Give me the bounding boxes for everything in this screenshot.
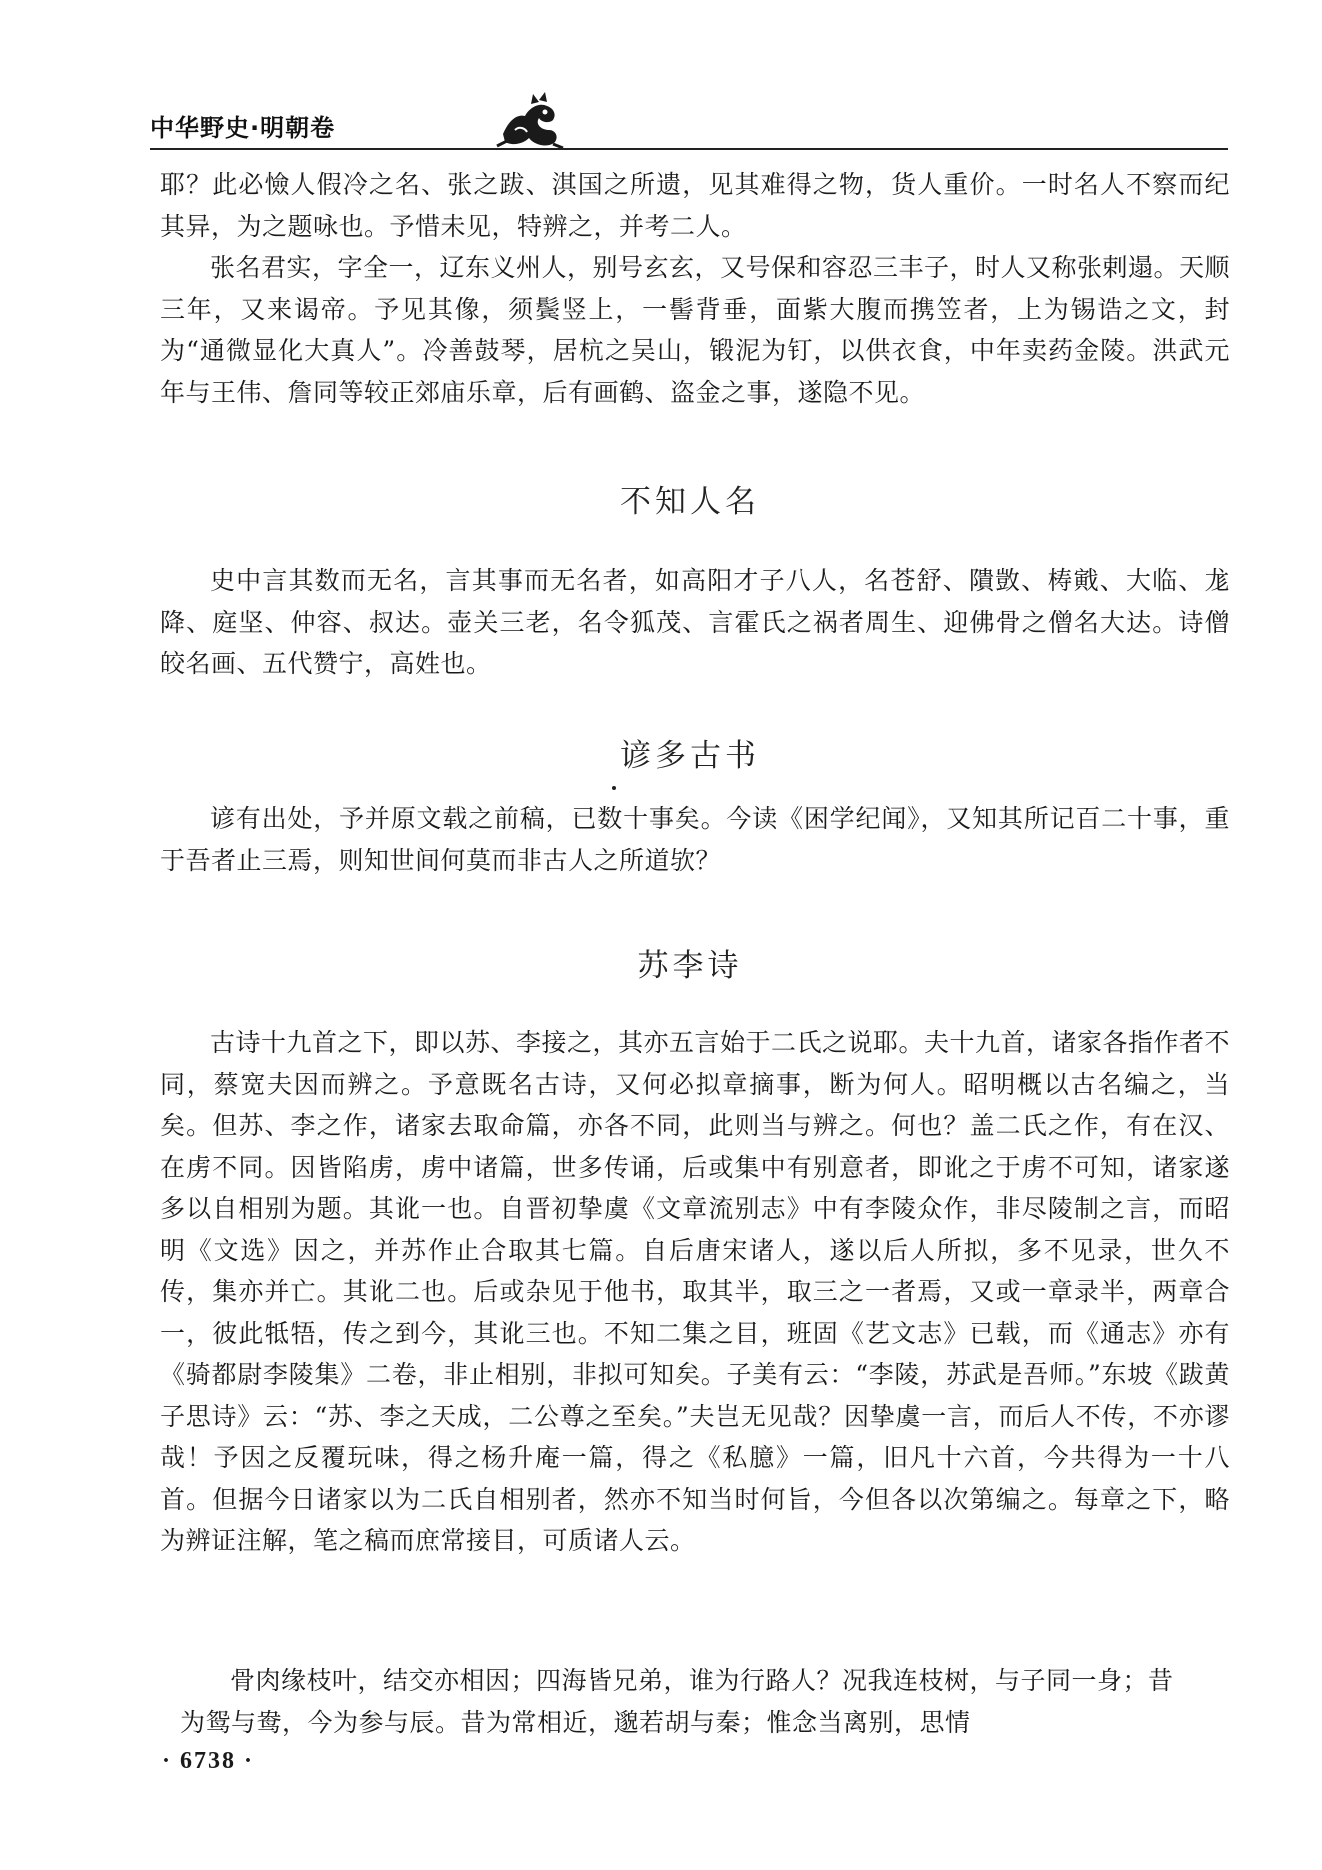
header-rule — [150, 148, 1228, 150]
intro-text — [160, 164, 1230, 413]
section-heading: 苏李诗 — [637, 948, 743, 984]
poem-block — [180, 1660, 1190, 1743]
poem-text: 骨肉缘枝叶，结交亦相因；四海皆兄弟，谁为行路人？况我连枝树，与子同一身；昔为鸳与鸯，今为参与辰。昔为常相近，邈若胡与秦；惟念当离别，思情 — [180, 1666, 1174, 1737]
running-header — [150, 90, 1230, 160]
dragon-emblem-icon — [495, 90, 565, 152]
section-body — [160, 560, 1230, 685]
section-heading: 谚多古书 — [620, 738, 760, 774]
book-title: 中华野史·明朝卷 — [150, 114, 336, 142]
paragraph: 张名君实，字全一，辽东义州人，别号玄玄，又号保和容忍三丰子，时人又称张剌遢。天顺三年，又来谒帝。予见其像，须鬓竖上，一髻背垂，面紫大腹而携笠者，上为锡诰之文，封为“通微显化大真人”。冷善鼓琴，居杭之吴山，锻泥为钉，以供衣食，中年卖药金陵。洪武元年与王伟、詹同等较正郊庙乐章，后有画鹤、盗金之事，遂隐不见。 — [160, 253, 1231, 407]
section-body — [160, 798, 1230, 881]
section-body — [160, 1022, 1230, 1562]
page-number: · 6738 · — [162, 1748, 255, 1774]
section-heading: 不知人名 — [620, 484, 760, 520]
paragraph: 史中言其数而无名，言其事而无名者，如高阳才子八人，名苍舒、隤敳、梼戭、大临、尨降、庭坚、仲容、叔达。壶关三老，名令狐茂、言霍氏之祸者周生、迎佛骨之僧名大达。诗僧皎名画、五代赞宁，高姓也。 — [160, 566, 1230, 678]
paragraph: 耶？此必憸人假冷之名、张之跋、淇国之所遗，见其难得之物，货人重价。一时名人不察而纪其异，为之题咏也。予惜未见，特辨之，并考二人。 — [160, 170, 1230, 241]
separator-dot — [612, 786, 616, 790]
paragraph: 谚有出处，予并原文载之前稿，已数十事矣。今读《困学纪闻》，又知其所记百二十事，重于吾者止三焉，则知世间何莫而非古人之所道欤？ — [160, 804, 1230, 875]
paragraph: 古诗十九首之下，即以苏、李接之，其亦五言始于二氏之说耶。夫十九首，诸家各指作者不同，蔡宽夫因而辨之。予意既名古诗，又何必拟章摘事，断为何人。昭明概以古名编之，当矣。但苏、李之作，诸家去取命篇，亦各不同，此则当与辨之。何也？盖二氏之作，有在汉、在虏不同。因皆陷虏，虏中诸篇，世多传诵，后或集中有别意者，即讹之于虏不可知，诸家遂多以自相别为题。其讹一也。自晋初挚虞《文章流别志》中有李陵众作，非尽陵制之言，而昭明《文选》因之，并苏作止合取其七篇。自后唐宋诸人，遂以后人所拟，多不见录，世久不传，集亦并亡。其讹二也。后或杂见于他书，取其半，取三之一者焉，又或一章录半，两章合一，彼此牴牾，传之到今，其讹三也。不知二集之目，班固《艺文志》已载，而《通志》亦有《骑都尉李陵集》二卷，非止相别，非拟可知矣。子美有云：“李陵，苏武是吾师。”东坡《跋黄子思诗》云：“苏、李之天成，二公尊之至矣。”夫岂无见哉？因挚虞一言，而后人不传，不亦谬哉！予因之反覆玩味，得之杨升庵一篇，得之《私臆》一篇，旧凡十六首，今共得为一十八首。但据今日诸家以为二氏自相别者，然亦不知当时何旨，今但各以次第编之。每章之下，略为辨证注解，笔之稿而庶常接目，可质诸人云。 — [160, 1028, 1231, 1555]
